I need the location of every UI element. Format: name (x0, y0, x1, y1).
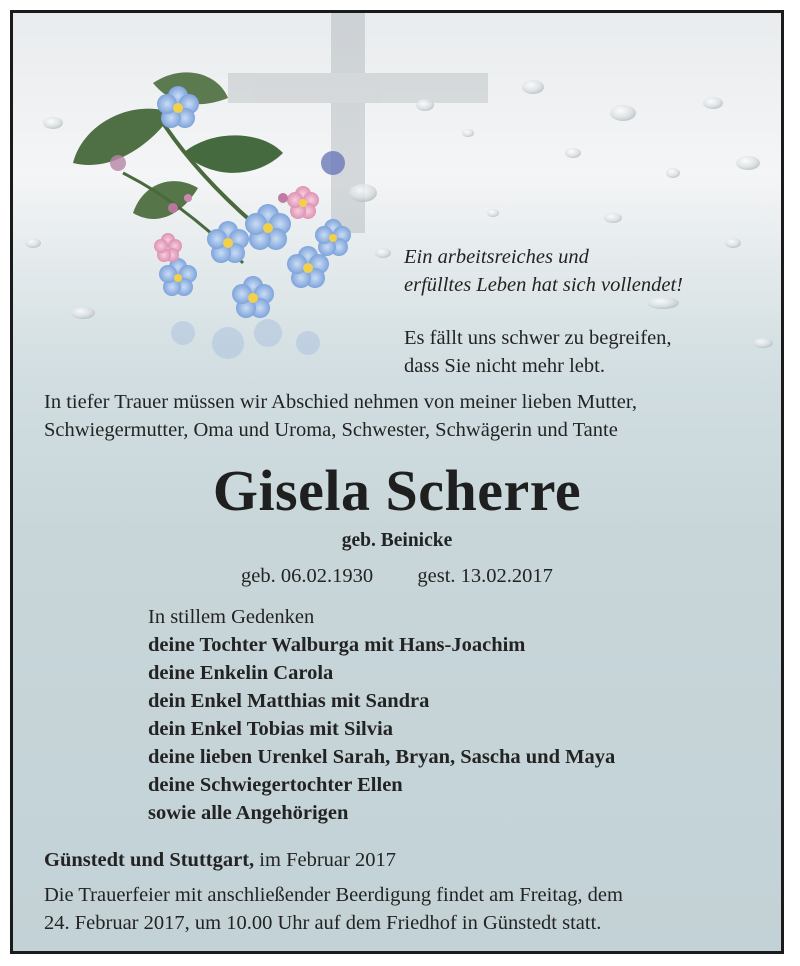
list-item: deine Enkelin Carola (148, 662, 334, 684)
life-dates (13, 562, 781, 590)
mourners-heading: In stillem Gedenken (148, 606, 315, 628)
list-item: deine lieben Urenkel Sarah, Bryan, Sascha und Maya (148, 746, 616, 768)
forget-me-not-photo (13, 13, 781, 373)
list-item: deine Schwiegertochter Ellen (148, 774, 403, 796)
maiden-name: geb. Beinicke (341, 530, 453, 551)
deceased-name: Gisela Scherre (212, 458, 582, 523)
list-item: deine Tochter Walburga mit Hans-Joachim (148, 634, 526, 656)
place-month: im Februar 2017 (254, 849, 396, 871)
quote-line-2: erfülltes Leben hat sich vollendet! (404, 274, 683, 296)
list-item: dein Enkel Matthias mit Sandra (148, 690, 430, 712)
obituary-notice (10, 10, 784, 954)
list-item: sowie alle Angehörigen (148, 802, 349, 824)
saying-line-2: dass Sie nicht mehr lebt. (404, 355, 605, 377)
funeral-line-2: 24. Februar 2017, um 10.00 Uhr auf dem Friedhof in Günstedt statt. (44, 912, 602, 934)
intro-line-2: Schwiegermutter, Oma und Uroma, Schwester, Schwägerin und Tante (44, 419, 618, 441)
funeral-line-1: Die Trauerfeier mit anschließender Beerdigung findet am Freitag, dem (44, 884, 623, 906)
death-date: gest. 13.02.2017 (417, 565, 553, 587)
place-location: Günstedt und Stuttgart, (44, 849, 255, 871)
list-item: dein Enkel Tobias mit Silvia (148, 718, 393, 740)
birth-date: geb. 06.02.1930 (241, 565, 374, 587)
saying-line-1: Es fällt uns schwer zu begreifen, (404, 327, 672, 349)
place-date (44, 846, 396, 874)
quote-line-1: Ein arbeitsreiches und (404, 246, 589, 268)
intro-line-1: In tiefer Trauer müssen wir Abschied nehmen von meiner lieben Mutter, (44, 391, 637, 413)
